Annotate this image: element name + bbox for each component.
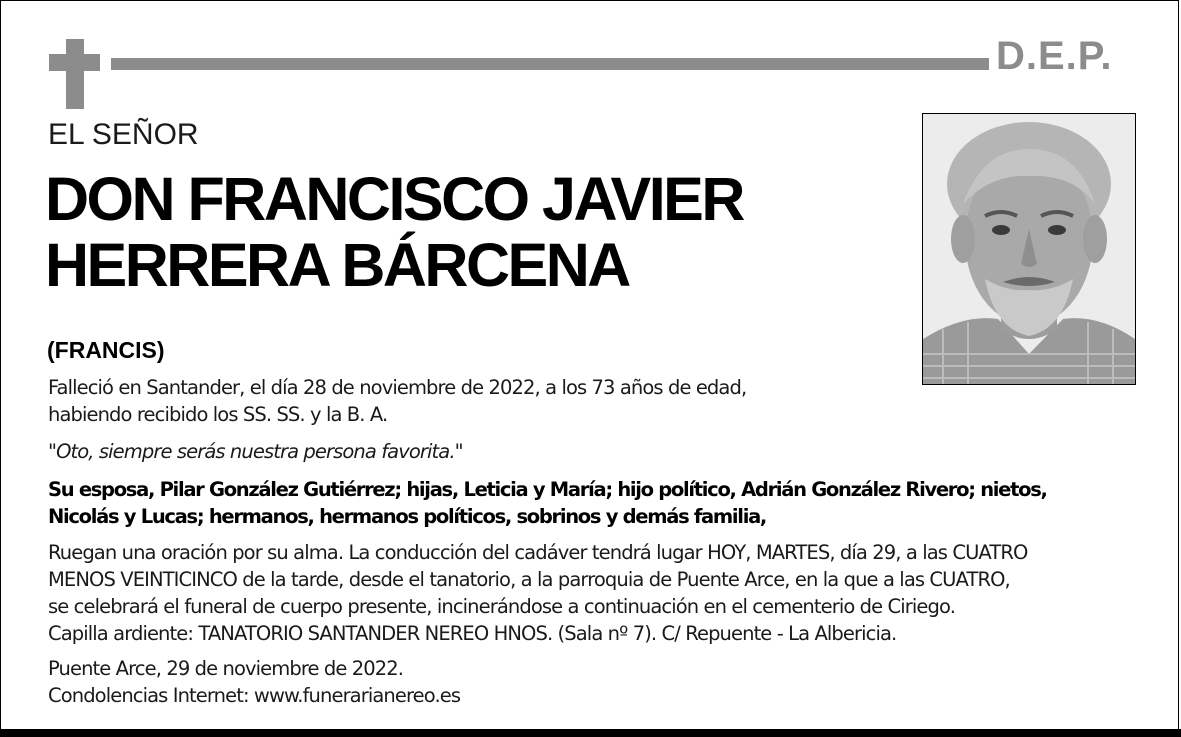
bottom-border — [0, 729, 1181, 737]
family-line-2: Nicolás y Lucas; hermanos, hermanos políticos, sobrinos y demás familia, — [48, 505, 767, 528]
name-line-2: HERRERA BÁRCENA — [45, 231, 629, 299]
service-details — [48, 539, 1027, 647]
family-list — [48, 476, 1047, 530]
death-line-1: Falleció en Santander, el día 28 de noviembre de 2022, a los 73 años de edad, — [48, 376, 747, 399]
death-notice — [48, 374, 746, 428]
deceased-name — [45, 166, 743, 298]
service-line-2: MENOS VEINTICINCO de la tarde, desde el tanatorio, a la parroquia de Puente Arce, en la que a las CUATRO, — [48, 568, 1010, 591]
place-date: Puente Arce, 29 de noviembre de 2022. — [48, 657, 404, 680]
cross-icon-bar — [49, 54, 100, 71]
nickname: (FRANCIS) — [47, 337, 165, 363]
service-line-1: Ruegan una oración por su alma. La conducción del cadáver tendrá lugar HOY, MARTES, día 29, a las CUATRO — [48, 541, 1028, 564]
service-line-4: Capilla ardiente: TANATORIO SANTANDER NEREO HNOS. (Sala nº 7). C/ Repuente - La Albericia. — [48, 622, 897, 645]
service-line-3: se celebrará el funeral de cuerpo presente, incinerándose a continuación en el cementerio de Ciriego. — [48, 595, 955, 618]
condolences-link[interactable]: Condolencias Internet: www.funerarianereo.es — [48, 684, 461, 707]
death-line-2: habiendo recibido los SS. SS. y la B. A. — [48, 403, 388, 426]
header-rule — [111, 58, 989, 70]
dep-label: D.E.P. — [996, 34, 1113, 78]
cross-icon — [66, 39, 84, 109]
portrait-image — [923, 114, 1135, 384]
closing — [48, 655, 460, 709]
memorial-quote: "Oto, siempre serás nuestra persona favorita." — [48, 440, 463, 463]
family-line-1: Su esposa, Pilar González Gutiérrez; hijas, Leticia y María; hijo político, Adrián González Rivero; nietos, — [48, 478, 1047, 501]
portrait-photo — [922, 113, 1136, 385]
name-line-1: DON FRANCISCO JAVIER — [45, 165, 743, 233]
honorific: EL SEÑOR — [48, 118, 199, 151]
